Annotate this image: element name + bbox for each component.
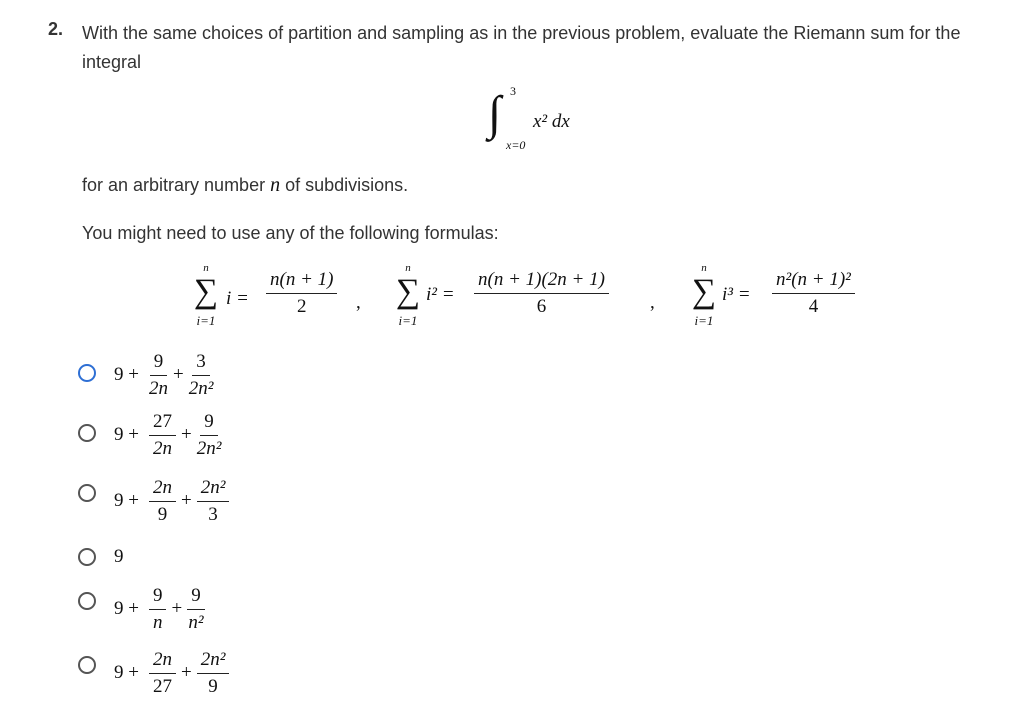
formula-sum-i-cubed <box>684 262 894 342</box>
sum-lower: i=1 <box>196 313 216 328</box>
sigma-icon: n ∑ i=1 <box>186 262 226 332</box>
formula-sum-i <box>186 262 366 342</box>
formulas-lead-text: You might need to use any of the following formulas: <box>82 223 499 243</box>
sum-lower: i=1 <box>694 313 714 328</box>
sigma-icon: n ∑ i=1 <box>388 262 428 332</box>
formula-numerator: n²(n + 1)² <box>772 268 855 294</box>
fraction-1-denominator: 2n <box>152 438 172 459</box>
sum-upper: n <box>405 262 411 274</box>
fraction-2-denominator: 2n² <box>188 378 214 399</box>
fraction-1-numerator: 27 <box>149 410 176 436</box>
radio-button[interactable] <box>78 592 96 610</box>
fraction-2-denominator: n² <box>188 612 204 633</box>
sigma-icon: n ∑ i=1 <box>684 262 724 332</box>
integrand: x² dx <box>533 111 570 132</box>
formula-numerator: n(n + 1) <box>266 268 337 294</box>
option-lead: 9 + <box>114 424 139 445</box>
fraction-1-numerator: 2n <box>149 648 176 674</box>
radio-button[interactable] <box>78 548 96 566</box>
formula-separator: , <box>356 292 361 313</box>
radio-button[interactable] <box>78 424 96 442</box>
fraction-1-denominator: 9 <box>157 504 168 525</box>
formula-numerator: n(n + 1)(2n + 1) <box>474 268 609 294</box>
fraction-2-denominator: 2n² <box>196 438 222 459</box>
plus-sign: + <box>180 424 192 445</box>
sum-upper: n <box>203 262 209 274</box>
fraction-1-denominator: 27 <box>152 676 172 697</box>
subdivisions-text <box>82 174 408 197</box>
sum-lower: i=1 <box>398 313 418 328</box>
fraction-1-denominator: n <box>152 612 163 633</box>
fraction-1-denominator: 2n <box>148 378 168 399</box>
fraction-2-denominator: 9 <box>208 676 218 697</box>
plus-sign: + <box>171 598 183 619</box>
option-lead: 9 + <box>114 598 139 619</box>
formula-denominator: 4 <box>808 296 819 317</box>
plus-sign: + <box>180 490 192 511</box>
integral-lower-limit: x=0 <box>506 138 526 152</box>
question-number: 2. <box>48 19 64 39</box>
fraction-2-numerator: 3 <box>192 350 210 376</box>
integral-upper-limit: 3 <box>510 84 516 98</box>
formula-denominator: 6 <box>536 296 547 317</box>
fraction-2-denominator: 3 <box>208 504 218 525</box>
fraction-2-numerator: 9 <box>187 584 205 610</box>
sum-term: i² = <box>426 284 455 305</box>
option-lead: 9 + <box>114 364 139 385</box>
plus-sign: + <box>172 364 184 385</box>
radio-button[interactable] <box>78 656 96 674</box>
fraction-2-numerator: 2n² <box>197 648 230 674</box>
sum-term: i³ = <box>722 284 751 305</box>
radio-button[interactable] <box>78 484 96 502</box>
integral-sign-icon: ∫ <box>488 87 502 140</box>
formula-sum-i-squared <box>388 262 668 342</box>
fraction-1-numerator: 2n <box>149 476 176 502</box>
subdivisions-text-1: for an arbitrary number <box>82 175 266 195</box>
sum-term: i = <box>226 288 249 309</box>
formula-denominator: 2 <box>296 296 307 317</box>
integral-expression <box>488 84 598 154</box>
sum-upper: n <box>701 262 707 274</box>
subdivisions-text-2: of subdivisions. <box>285 175 409 195</box>
option-lead: 9 <box>114 546 124 567</box>
plus-sign: + <box>180 662 192 683</box>
radio-button[interactable] <box>78 364 96 382</box>
fraction-1-numerator: 9 <box>149 584 167 610</box>
fraction-1-numerator: 9 <box>150 350 168 376</box>
fraction-2-numerator: 2n² <box>197 476 230 502</box>
option-lead: 9 + <box>114 662 139 683</box>
formula-separator: , <box>650 292 655 313</box>
fraction-2-numerator: 9 <box>200 410 218 436</box>
subdivisions-var: n <box>270 174 281 196</box>
option-lead: 9 + <box>114 490 139 511</box>
question-text: With the same choices of partition and sampling as in the previous problem, evaluate the Riemann sum for the integral <box>82 23 961 72</box>
